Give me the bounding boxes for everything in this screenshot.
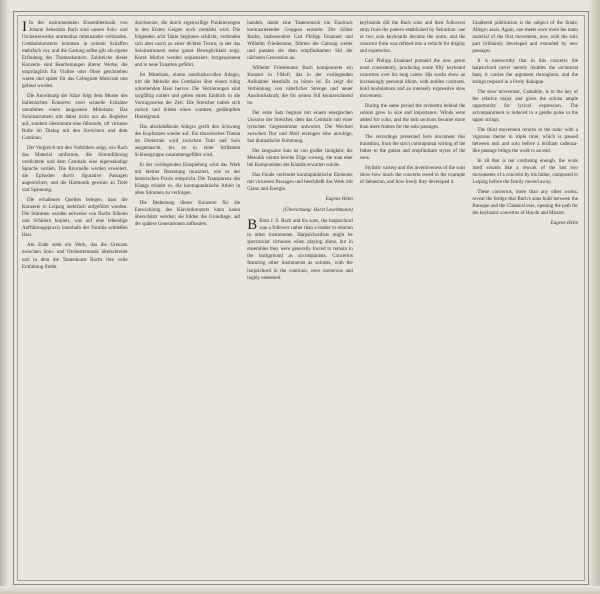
paragraph: Die Anordnung der Sätze folgt dem Muster des italienischen Konzerts: zwei schnelle Ecksätze umrahmen einen langsamen Mittelsatz. Das Soloinstrument tritt dabei nicht nur als Begleiter auf, sondern übernimmt eine führende, oft virtuose Rolle im Dialog mit den Streichern und dem Continuo. bbox=[22, 93, 128, 142]
paragraph: The recordings presented here document this transition, from the strict contrapuntal writing of the father to the galant and empfindsam styles of the sons. bbox=[359, 134, 466, 162]
paragraph: keyboards did the Bach sons and their followers stray from the pattern established by Sebastian: one or two solo keyboards became the norm, and the concerto form was refined into a vehicle for display and expression. bbox=[359, 20, 466, 55]
english-intro-paragraph: B Both J. S. Bach and his sons, the harpsichord was a follower rather than a leader in relation to other instruments. Harpsichordists might be spectacular virtuosos when playing alone, but in ensembles they were generally forced to remain in the background as accompanists. Concertos featuring other instruments as soloists, with the harpsichord in the continuo, were numerous and highly esteemed. bbox=[247, 217, 353, 281]
paragraph: Der Vergleich mit den Vorbildern zeigt, wie Bach das Material umformte, die Stimmführung verdichtete und dem Cembalo eine eigenständige Sprache verlieh. Die Ritornelle werden erweitert, die Episoden durch figurative Passagen angereichert, und die Harmonik gewinnt an Tiefe und Spannung. bbox=[22, 145, 128, 194]
paragraph: Unaltered publication is the subject of the finale, Allegro assai. Again, one meets once more the main material of the first movement, now with the solo part brilliantly developed and extended by new passages. bbox=[472, 20, 578, 55]
paragraph: In der vorliegenden Einspielung wird das Werk mit kleiner Besetzung musiziert, wie es der historischen Praxis entspricht. Die Transparenz des Klangs erlaubt es, die kontrapunktische Arbeit in allen Stimmen zu verfolgen. bbox=[134, 162, 241, 197]
column-5 bbox=[472, 20, 578, 576]
text-columns bbox=[22, 20, 578, 576]
paragraph: Am Ende steht ein Werk, das die Grenzen zwischen Solo- und Orchestermusik überschreitet und in dem die Tastenkunst Bachs ihre volle Entfaltung findet. bbox=[22, 242, 128, 270]
bottom-paper-edge bbox=[0, 586, 600, 594]
paragraph: It is noteworthy that in this concerto the harpsichord never merely doubles the orchestral bass; it carries the argument throughout, and the strings respond in a lively dialogue. bbox=[472, 58, 578, 86]
drop-cap: I bbox=[22, 20, 27, 35]
paragraph: Carl Philipp Emanuel pursued the new genre most consistently, producing some fifty keyboard concertos over his long career. His works show an increasingly personal idiom, with sudden contrasts, bold modulations and an intensely expressive slow movement. bbox=[359, 58, 466, 100]
paragraph: Der erste Satz beginnt mit einem energischen Unisono der Streicher, dem das Cembalo mit einer lyrischen Gegenstimme antwortet. Die Wechsel zwischen Dur und Moll erzeugen eine unruhige, fast dramatische Stimmung. bbox=[247, 110, 353, 145]
paragraph: I In der instrumentalen Ensemblemusik von Johann Sebastian Bach sind unsere Solo- und Orchesterwerke untrennbar miteinander verbunden. Cembalokonzerte kommen in seinem Schaffen mehrfach vor, und die Gattung selbst gilt als eigene Erfindung des Thomaskantors. Zahlreiche dieser Konzerte sind Bearbeitungen älterer Werke, die ursprünglich für Violine oder Oboe geschrieben waren und später für das Collegium Musicum neu gefasst wurden. bbox=[22, 20, 128, 90]
paragraph: durchsetzte, die durch eigenwillige Punktierungen in den Ersten Geigen noch verstärkt wird. Die folgenden acht Takte beginnen schlicht, verbinden sich aber rasch zu einer dichten Textur, in der das Soloinstrument seine ganze Beweglichkeit zeigt. Kurze Motive werden sequenziert, fortgesponnen und in neue Tonarten geführt. bbox=[134, 20, 241, 69]
column-2 bbox=[135, 20, 241, 576]
drop-cap: B bbox=[247, 217, 258, 234]
paragraph: These concertos, more than any other works, reveal the bridge that Bach's sons built between the Baroque and the Classical eras, opening the path for the keyboard concertos of Haydn and Mozart. bbox=[472, 189, 578, 217]
paragraph: In all that is not confusing enough, the work itself sounds like a rework of the last two movements of a concerto by his father, composed in Leipzig before the family moved away. bbox=[472, 158, 578, 186]
paragraph: Der langsame Satz ist von großer Innigkeit; die Melodik nimmt bereits Züge vorweg, die man eher bei Komponisten der Klassik erwarten würde. bbox=[247, 148, 353, 169]
paragraph: Das abschließende Allegro greift den Schwung des Kopfsatzes wieder auf. Ein tänzerisches Thema im Dreiertakt wird zwischen Tutti und Solo ausgetauscht, bis es in einer brillanten Schlussgruppe zusammengeführt wird. bbox=[134, 124, 241, 159]
paragraph: Im Mittelsatz, einem ausdrucksvollen Adagio, tritt die Melodie des Cembalos über einem ruhig schreitenden Bass hervor. Die Verzierungen sind sorgfältig notiert und geben einen Einblick in die Vortragsweise der Zeit. Die Streicher halten sich zurück und bilden einen warmen, gedämpften Hintergrund. bbox=[134, 72, 241, 121]
paragraph: Stylistic variety and the inventiveness of the sons show how much the concerto owed to the example of Sebastian, and how freely they developed it. bbox=[359, 165, 466, 186]
column-3 bbox=[247, 20, 353, 576]
paragraph: handelt, damit eine Tastenmusik ein Eindruck kontrastierender Gruppen entsteht. Die Söhne Bachs, insbesondere Carl Philipp Emanuel und Wilhelm Friedemann, führten die Gattung weiter und passten sie dem empfindsamen Stil der nächsten Generation an. bbox=[247, 20, 353, 62]
german-signature: Eugene Helm bbox=[325, 196, 353, 203]
english-signature: Eugene Helm bbox=[550, 220, 578, 227]
paragraph: During the same period the orchestra behind the soloist grew in size and importance. Winds were added for color, and the tutti sections became more than mere frames for the solo passages. bbox=[359, 103, 466, 131]
paragraph: Die Bedeutung dieser Konzerte für die Entwicklung des Klavierkonzerts kann kaum überschätzt werden; sie bilden die Grundlage, auf der spätere Generationen aufbauten. bbox=[134, 200, 241, 228]
column-4 bbox=[360, 20, 466, 576]
column-1 bbox=[22, 20, 128, 576]
paragraph: Das Finale verbindet kontrapunktische Elemente mit virtuosen Passagen und beschließt das Werk mit Glanz und Energie. bbox=[247, 172, 353, 193]
right-paper-edge bbox=[588, 0, 600, 594]
left-paper-edge bbox=[0, 0, 9, 594]
paragraph: The third movement returns to the tonic with a vigorous theme in triple time, which is passed between tutti and solo before a brilliant cadenza-like passage brings the work to an end. bbox=[472, 127, 578, 155]
paragraph: Die erhaltenen Quellen belegen, dass die Konzerte in Leipzig mehrfach aufgeführt wurden. Die Stimmen wurden teilweise von Bachs Söhnen und Schülern kopiert, was auf eine lebendige Aufführungspraxis innerhalb der Familie schließen lässt. bbox=[22, 197, 128, 239]
translator-credit: (Übersetzung: Horst Leuchtmann) bbox=[283, 207, 353, 214]
paragraph: The slow movement, Cantabile, is in the key of the relative major and gives the soloist ample opportunity for lyrical expression. The accompaniment is reduced to a gentle pulse in the upper strings. bbox=[472, 89, 578, 124]
paragraph: Wilhelm Friedemann Bach komponierte ein Konzert in f-Moll, das in der vorliegenden Aufnahme ebenfalls zu hören ist. Es zeigt die Verbindung von väterlicher Strenge und neuer Ausdruckskraft, die für seinen Stil kennzeichnend ist. bbox=[247, 65, 353, 107]
